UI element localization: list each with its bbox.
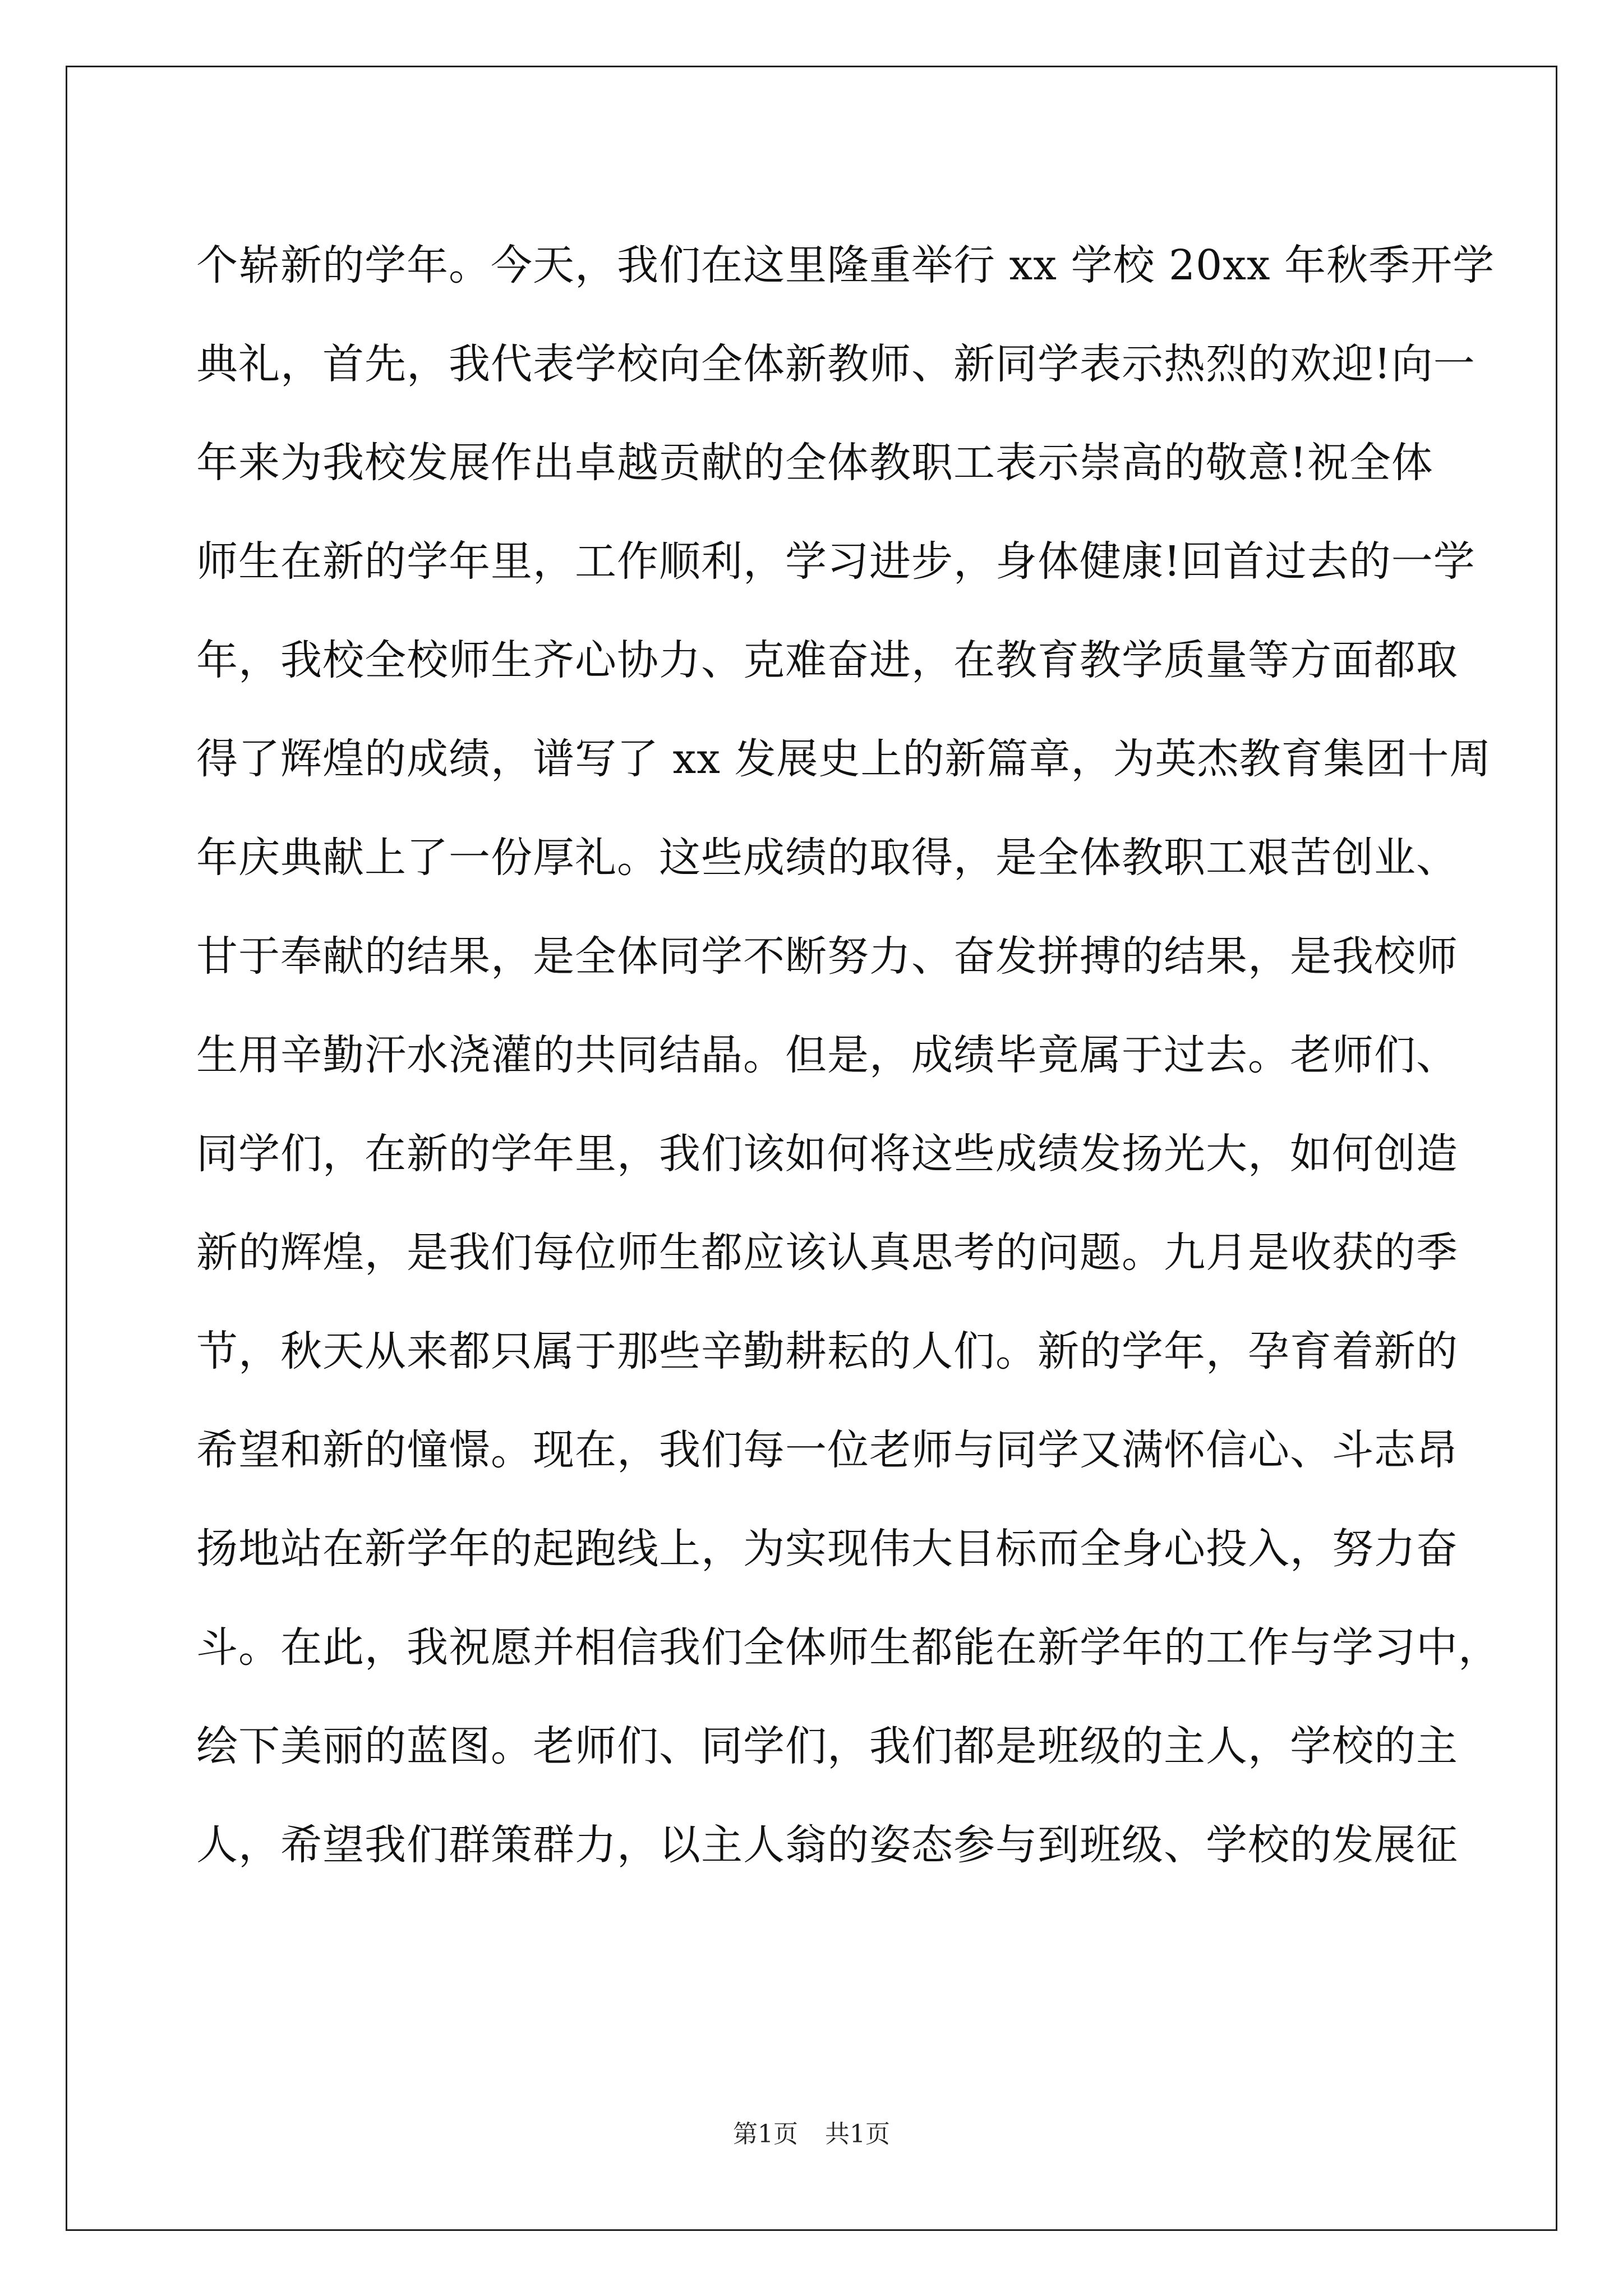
text-line: 甘于奉献的结果，是全体同学不断努力、奋发拼搏的结果，是我校师 xyxy=(196,932,1458,981)
text-line: 师生在新的学年里，工作顺利，学习进步，身体健康!回首过去的一学 xyxy=(196,537,1476,586)
text-line: 扬地站在新学年的起跑线上，为实现伟大目标而全身心投入，努力奋 xyxy=(196,1525,1458,1573)
text-line: 年庆典献上了一份厚礼。这些成绩的取得，是全体教职工艰苦创业、 xyxy=(196,834,1458,882)
text-line: 希望和新的憧憬。现在，我们每一位老师与同学又满怀信心、斗志昂 xyxy=(196,1426,1458,1474)
document-body xyxy=(196,216,1500,1894)
page-footer xyxy=(0,2118,1623,2151)
text-line: 得了辉煌的成绩，谱写了 xx 发展史上的新篇章，为英杰教育集团十周 xyxy=(196,735,1492,783)
text-line: 绘下美丽的蓝图。老师们、同学们，我们都是班级的主人，学校的主 xyxy=(196,1722,1458,1770)
page-number: 第1页 xyxy=(733,2120,798,2148)
text-line: 斗。在此，我祝愿并相信我们全体师生都能在新学年的工作与学习中， xyxy=(196,1623,1500,1672)
text-line: 生用辛勤汗水浇灌的共同结晶。但是，成绩毕竟属于过去。老师们、 xyxy=(196,1031,1458,1079)
text-line: 年来为我校发展作出卓越贡献的全体教职工表示崇高的敬意!祝全体 xyxy=(196,439,1433,487)
text-line: 个崭新的学年。今天，我们在这里隆重举行 xx 学校 20xx 年秋季开学 xyxy=(196,241,1495,289)
text-line: 年，我校全校师生齐心协力、克难奋进，在教育教学质量等方面都取 xyxy=(196,636,1458,684)
page-total: 共1页 xyxy=(825,2120,890,2148)
text-line: 新的辉煌，是我们每位师生都应该认真思考的问题。九月是收获的季 xyxy=(196,1228,1458,1277)
text-line: 节，秋天从来都只属于那些辛勤耕耘的人们。新的学年，孕育着新的 xyxy=(196,1327,1458,1375)
text-line: 典礼，首先，我代表学校向全体新教师、新同学表示热烈的欢迎!向一 xyxy=(196,340,1476,388)
text-line: 同学们，在新的学年里，我们该如何将这些成绩发扬光大，如何创造 xyxy=(196,1130,1458,1178)
text-line: 人，希望我们群策群力，以主人翁的姿态参与到班级、学校的发展征 xyxy=(196,1821,1458,1869)
